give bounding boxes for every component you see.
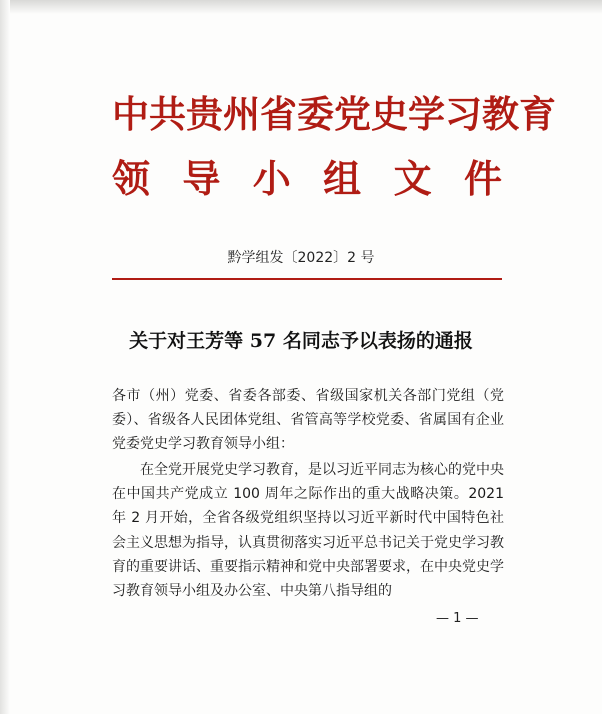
scan-edge-left bbox=[0, 0, 10, 714]
document-number: 黔学组发〔2022〕2 号 bbox=[227, 250, 375, 266]
page-number: — 1 — bbox=[436, 611, 479, 626]
red-divider-rule bbox=[112, 278, 502, 280]
issuer-line-2 bbox=[112, 148, 502, 203]
issuer-char: 导 bbox=[182, 157, 221, 201]
issuer-char: 件 bbox=[463, 157, 502, 201]
issuer-char: 领 bbox=[112, 157, 151, 201]
addressees-paragraph: 各市（州）党委、省委各部委、省级国家机关各部门党组（党委）、省级各人民团体党组、省管高等学校党委、省属国有企业党委党史学习教育领导小组： bbox=[112, 388, 504, 453]
document-title: 关于对王芳等 57 名同志予以表扬的通报 bbox=[129, 330, 473, 352]
issuer-line-1: 中共贵州省委党史学习教育 bbox=[112, 93, 556, 136]
body-paragraph-1: 在全党开展党史学习教育，是以习近平同志为核心的党中央在中国共产党成立 100 周年之际作出的重大战略决策。2021 年 2 月开始，全省各级党组织坚持以习近平新时代中国特色社会主义思想为指导，认真贯彻落实习近平总书记关于党史学习教育的重要讲话、重要指示精神和党中央部署要求，在中央党史学习教育领导小组及办公室、中央第八指导组的 bbox=[112, 462, 504, 600]
issuer-char: 小 bbox=[252, 157, 291, 201]
scan-edge-top bbox=[0, 0, 602, 14]
issuer-char: 组 bbox=[323, 157, 362, 201]
issuer-char: 文 bbox=[393, 157, 432, 201]
